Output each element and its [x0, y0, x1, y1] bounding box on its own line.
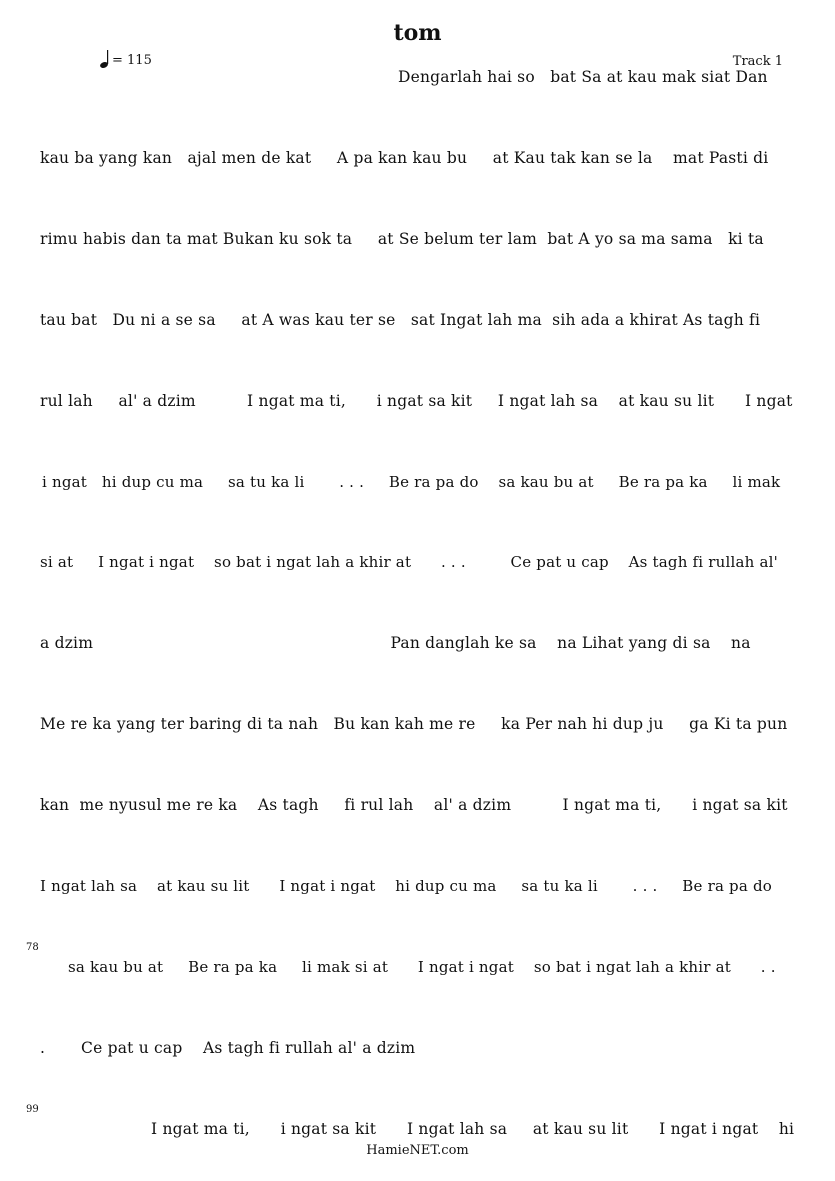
lyric-line: Dengarlah hai so bat Sa at kau mak siat Dan: [398, 68, 768, 86]
score-title: tom: [393, 20, 442, 46]
lyric-line: si at I ngat i ngat so bat i ngat lah a khir at . . . Ce pat u cap As tagh fi rullah al': [40, 553, 778, 571]
lyric-line: i ngat hi dup cu ma sa tu ka li . . . Be ra pa do sa kau bu at Be ra pa ka li mak: [42, 473, 781, 491]
track-label: Track 1: [732, 54, 783, 69]
lyric-line: rul lah al' a dzim I ngat ma ti, i ngat sa kit I ngat lah sa at kau su lit I ngat: [40, 392, 793, 410]
lyric-line: . Ce pat u cap As tagh fi rullah al' a dzim: [40, 1039, 416, 1057]
lyric-line: tau bat Du ni a se sa at A was kau ter se sat Ingat lah ma sih ada a khirat As tagh fi: [40, 311, 761, 329]
lyric-line: Me re ka yang ter baring di ta nah Bu kan kah me re ka Per nah hi dup ju ga Ki ta pun: [40, 715, 788, 733]
measure-number: 78: [26, 942, 39, 953]
lyric-line: I ngat lah sa at kau su lit I ngat i ngat hi dup cu ma sa tu ka li . . . Be ra pa do: [40, 877, 773, 895]
measure-number: 99: [26, 1104, 39, 1115]
lyric-line: sa kau bu at Be ra pa ka li mak si at I ngat i ngat so bat i ngat lah a khir at . .: [68, 958, 776, 976]
footer-credit: HamieNET.com: [366, 1143, 469, 1158]
quarter-note-icon: [100, 50, 110, 68]
lyric-line: I ngat ma ti, i ngat sa kit I ngat lah sa at kau su lit I ngat i ngat hi: [151, 1120, 795, 1138]
lyric-line: kau ba yang kan ajal men de kat A pa kan kau bu at Kau tak kan se la mat Pasti di: [40, 149, 769, 167]
lyric-line: a dzim Pan danglah ke sa na Lihat yang di sa na: [40, 634, 751, 652]
tempo-value: = 115: [112, 53, 152, 68]
lyric-line: rimu habis dan ta mat Bukan ku sok ta at Se belum ter lam bat A yo sa ma sama ki ta: [40, 230, 764, 248]
lyric-line: kan me nyusul me re ka As tagh fi rul lah al' a dzim I ngat ma ti, i ngat sa kit: [40, 796, 788, 814]
tempo-marking: [100, 50, 152, 68]
